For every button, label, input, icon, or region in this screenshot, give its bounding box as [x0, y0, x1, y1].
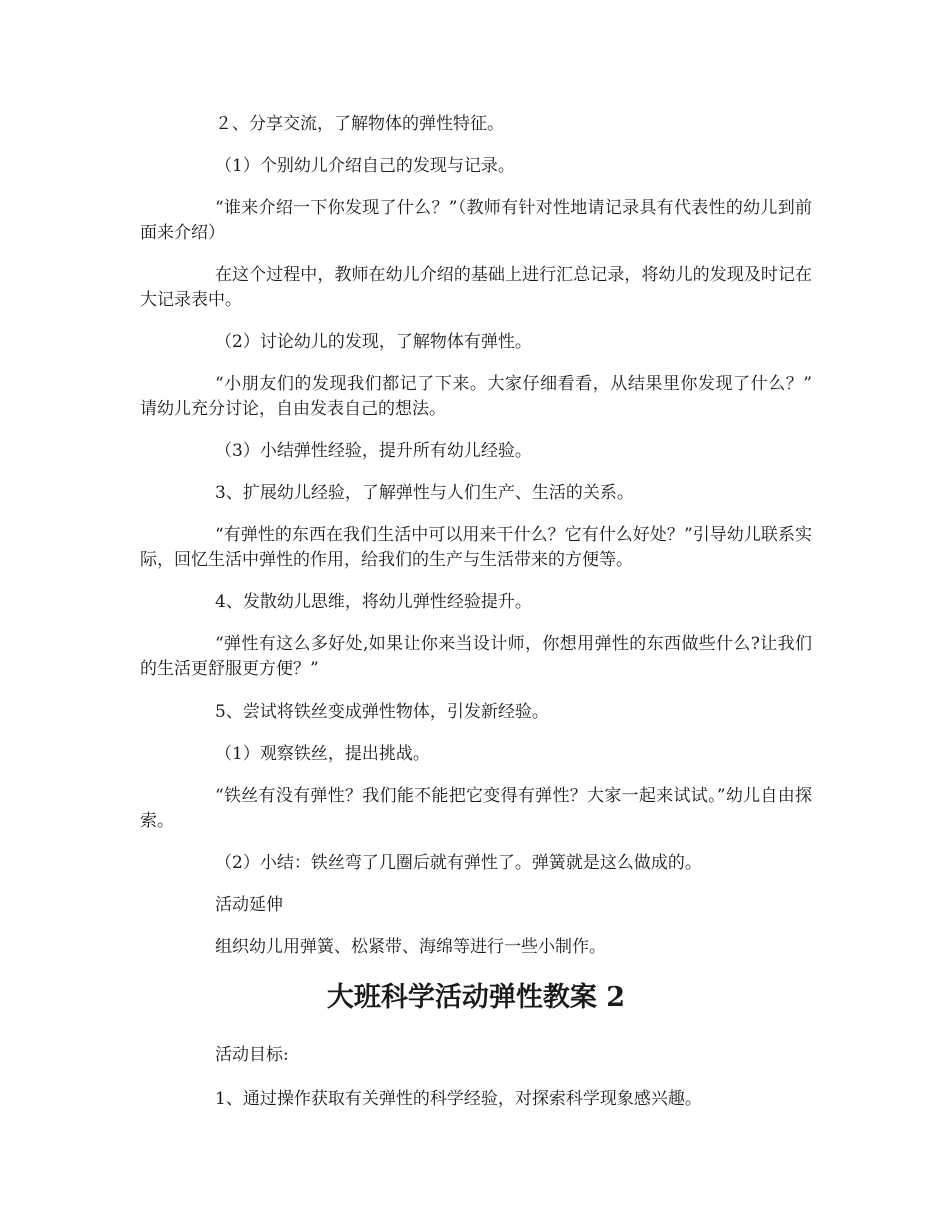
paragraph-5: （2）讨论幼儿的发现，了解物体有弹性。	[215, 332, 532, 352]
paragraph-6: “小朋友们的发现我们都记了下来。大家仔细看看，从结果里你发现了什么？” 请幼儿充分讨论，自由发表自己的想法。	[140, 374, 812, 419]
paragraph-7: （3）小结弹性经验，提升所有幼儿经验。	[215, 441, 532, 461]
paragraph-objective-1: 1、通过操作获取有关弹性的科学经验，对探索科学现象感兴趣。	[215, 1089, 702, 1109]
paragraph-2: （1）个别幼儿介绍自己的发现与记录。	[215, 156, 515, 176]
paragraph-14: “铁丝有没有弹性？我们能不能把它变得有弹性？大家一起来试试。”幼儿自由探索。	[140, 786, 812, 831]
paragraph-11: “弹性有这么多好处,如果让你来当设计师，你想用弹性的东西做些什么?让我们的生活更舒服更方便？”	[140, 634, 812, 679]
paragraph-13: （1）观察铁丝，提出挑战。	[215, 744, 430, 764]
paragraph-3: “谁来介绍一下你发现了什么？”（教师有针对性地请记录具有代表性的幼儿到前面来介绍）	[140, 198, 812, 243]
paragraph-15: （2）小结：铁丝弯了几圈后就有弹性了。弹簧就是这么做成的。	[215, 853, 702, 873]
paragraph-4: 在这个过程中，教师在幼儿介绍的基础上进行汇总记录，将幼儿的发现及时记在大记录表中。	[140, 265, 812, 310]
paragraph-12: 5、尝试将铁丝变成弹性物体，引发新经验。	[215, 702, 549, 722]
paragraph-objectives-heading: 活动目标:	[215, 1045, 289, 1065]
paragraph-8: 3、扩展幼儿经验，了解弹性与人们生产、生活的关系。	[215, 483, 634, 503]
paragraph-17: 组织幼儿用弹簧、松紧带、海绵等进行一些小制作。	[215, 937, 606, 957]
paragraph-10: 4、发散幼儿思维，将幼儿弹性经验提升。	[215, 592, 532, 612]
paragraph-16: 活动延伸	[215, 895, 283, 915]
section-title: 大班科学活动弹性教案 2	[326, 982, 626, 1013]
paragraph-9: “有弹性的东西在我们生活中可以用来干什么？它有什么好处？”引导幼儿联系实际，回忆生活中弹性的作用，给我们的生产与生活带来的方便等。	[140, 525, 812, 570]
paragraph-1: ２、分享交流，了解物体的弹性特征。	[215, 114, 504, 134]
